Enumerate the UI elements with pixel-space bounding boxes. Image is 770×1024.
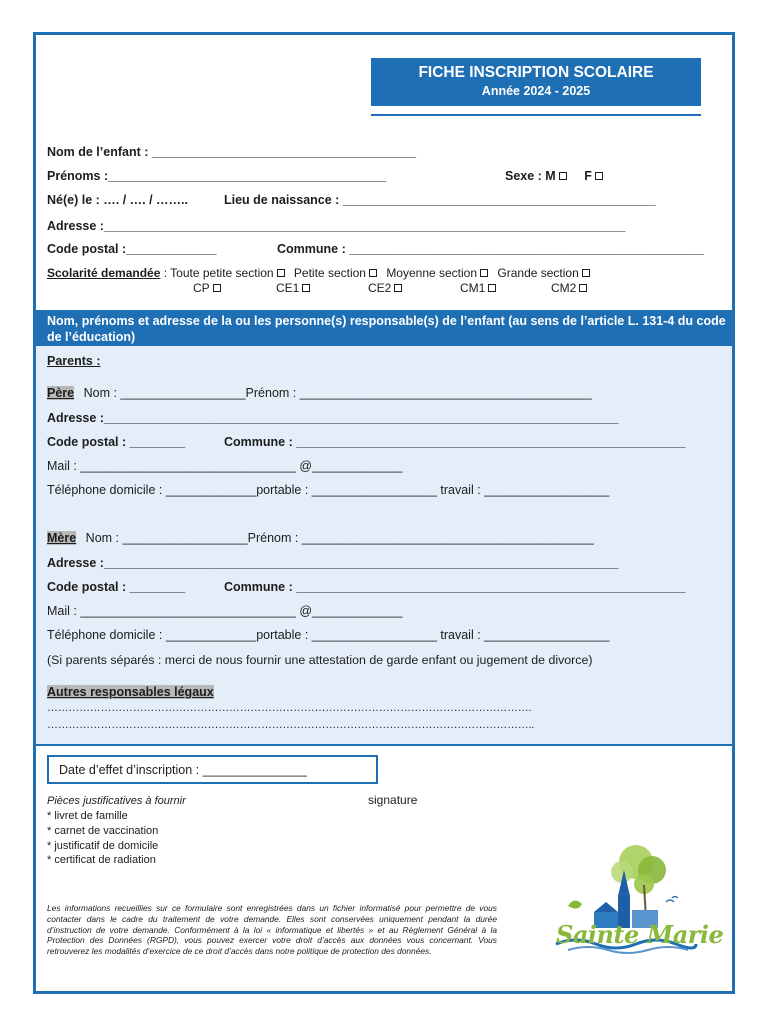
class-cp-checkbox[interactable] — [213, 284, 221, 292]
father-phone-field[interactable]: Téléphone domicile : _____________portable : __________________ travail : __________________ — [47, 483, 610, 497]
sex-label: Sexe : M — [505, 169, 556, 183]
class-ce1 — [276, 281, 310, 295]
class-gs-checkbox[interactable] — [582, 269, 590, 277]
school-year: Année 2024 - 2025 — [481, 84, 591, 98]
mother-address-field[interactable]: Adresse :__________________________________________________________________________ — [47, 556, 619, 570]
father-mail-field[interactable]: Mail : _______________________________ @_____________ — [47, 459, 403, 473]
class-ps-checkbox[interactable] — [369, 269, 377, 277]
class-ce2-label: CE2 — [368, 281, 392, 295]
child-firstnames-field[interactable]: Prénoms :________________________________________ — [47, 169, 387, 183]
other-guardians-line-2[interactable]: ……………………………………………………………………………………………………………………….. — [47, 719, 535, 731]
class-tps-label: : Toute petite section — [160, 266, 274, 280]
father-address-field[interactable]: Adresse :__________________________________________________________________________ — [47, 411, 619, 425]
document-item: * justificatif de domicile — [47, 840, 159, 852]
class-cm1-checkbox[interactable] — [488, 284, 496, 292]
birth-place-field[interactable]: Lieu de naissance : _____________________________________________ — [224, 193, 656, 207]
documents-title: Pièces justificatives à fournir — [47, 795, 186, 807]
separated-parents-note: (Si parents séparés : merci de nous fournir une attestation de garde enfant ou jugement de divorce) — [47, 653, 593, 667]
guardians-section-bottom-line — [36, 744, 732, 746]
sex-field — [505, 169, 603, 183]
class-ce1-checkbox[interactable] — [302, 284, 310, 292]
class-ps-label: Petite section — [293, 266, 366, 280]
father-label: Père — [47, 386, 75, 400]
class-cp-label: CP — [193, 281, 210, 295]
sainte-marie-logo — [548, 840, 724, 960]
child-commune-field[interactable]: Commune : ___________________________________________________ — [277, 242, 704, 256]
other-guardians-heading: Autres responsables légaux — [47, 685, 214, 699]
effective-date-field[interactable]: Date d’effet d’inscription : _______________ — [47, 755, 378, 784]
schooling-label: Scolarité demandée — [47, 266, 161, 280]
mother-name-field[interactable]: Nom : __________________Prénom : __________________________________________ — [85, 531, 594, 545]
logo-text: Sainte Marie — [556, 920, 724, 949]
schooling-requested — [47, 266, 590, 280]
class-cm2-label: CM2 — [551, 281, 577, 295]
mother-postal-code-field[interactable]: Code postal : ________ — [47, 580, 186, 594]
parents-heading: Parents : — [47, 354, 101, 368]
mother-name-row — [47, 531, 594, 545]
child-postal-code-field[interactable]: Code postal :_____________ — [47, 242, 217, 256]
class-ce1-label: CE1 — [276, 281, 300, 295]
class-cm2 — [551, 281, 587, 295]
class-ms-label: Moyenne section — [386, 266, 478, 280]
title-underline — [371, 114, 701, 116]
mother-phone-field[interactable]: Téléphone domicile : _____________portable : __________________ travail : __________________ — [47, 628, 610, 642]
sex-f-label: F — [584, 169, 592, 183]
child-address-field[interactable]: Adresse :___________________________________________________________________________ — [47, 219, 626, 233]
child-name-field[interactable]: Nom de l’enfant : ______________________________________ — [47, 145, 417, 159]
privacy-notice: Les informations recueillies sur ce formulaire sont enregistrées dans un fichier informatisé pour permettre de vous contacter dans le cadre du traitement de votre demande. Elles sont conservées uniquement pendant la durée d’instruction de votre demande. Conformément à la loi « informatique et libertés » et au Règlement Général à la Protection des Données (RGPD), vous pouvez exercer votre droit d’accès aux données vous concernant. Vous retrouverez les modalités d’exercice de ce droit d’accès dans notre politique de protection des données. — [47, 903, 497, 957]
class-tps-checkbox[interactable] — [277, 269, 285, 277]
guardians-section-header: Nom, prénoms et adresse de la ou les personne(s) responsable(s) de l’enfant (au sens de l’article L. 131-4 du code de l’éducation) — [36, 310, 732, 346]
father-name-field[interactable]: Nom : __________________Prénom : __________________________________________ — [83, 386, 592, 400]
document-item: * livret de famille — [47, 810, 128, 822]
mother-commune-field[interactable]: Commune : ________________________________________________________ — [224, 580, 686, 594]
class-gs-label: Grande section — [497, 266, 579, 280]
class-ce2-checkbox[interactable] — [394, 284, 402, 292]
mother-label: Mère — [47, 531, 77, 545]
class-ms-checkbox[interactable] — [480, 269, 488, 277]
father-commune-field[interactable]: Commune : ________________________________________________________ — [224, 435, 686, 449]
class-cm2-checkbox[interactable] — [579, 284, 587, 292]
father-postal-code-field[interactable]: Code postal : ________ — [47, 435, 186, 449]
title-banner — [371, 58, 701, 106]
class-cm1-label: CM1 — [460, 281, 486, 295]
other-guardians-line-1[interactable]: ………………………………………………………………………………………………………………………. — [47, 702, 532, 714]
class-ce2 — [368, 281, 402, 295]
sex-m-checkbox[interactable] — [559, 172, 567, 180]
signature-label: signature — [368, 793, 418, 807]
document-item: * certificat de radiation — [47, 854, 156, 866]
father-name-row — [47, 386, 592, 400]
document-item: * carnet de vaccination — [47, 825, 159, 837]
sex-f-checkbox[interactable] — [595, 172, 603, 180]
class-cm1 — [460, 281, 496, 295]
birth-date-field[interactable]: Né(e) le : …. / …. / …….. — [47, 193, 188, 207]
form-title: FICHE INSCRIPTION SCOLAIRE — [418, 64, 654, 81]
class-cp — [193, 281, 221, 295]
mother-mail-field[interactable]: Mail : _______________________________ @_____________ — [47, 604, 403, 618]
